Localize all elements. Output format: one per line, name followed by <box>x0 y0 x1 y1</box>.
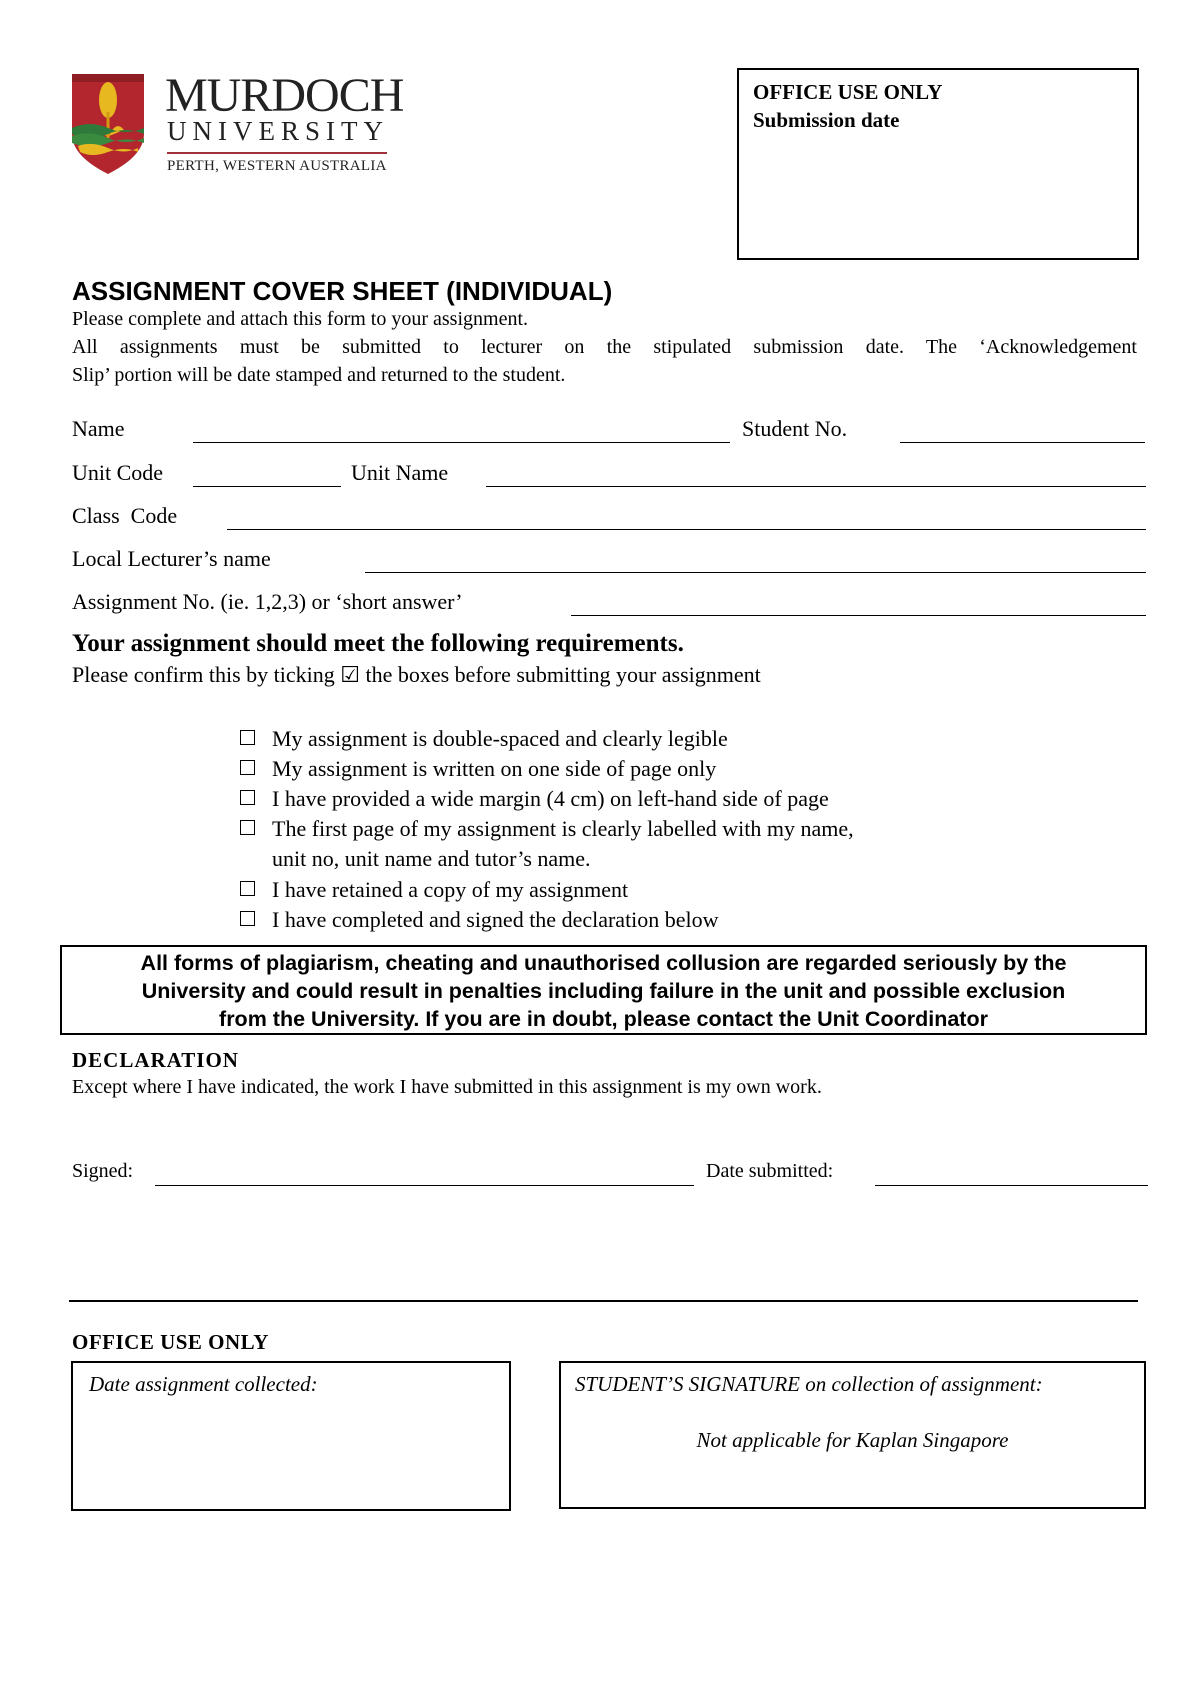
student-signature-box <box>559 1361 1146 1509</box>
lecturer-field[interactable] <box>365 572 1146 573</box>
student-no-label: Student No. <box>742 416 848 441</box>
logo-location: PERTH, WESTERN AUSTRALIA <box>167 158 387 174</box>
requirement-checkbox[interactable] <box>240 730 255 745</box>
office-use-heading: OFFICE USE ONLY <box>72 1330 269 1354</box>
requirement-text: My assignment is double-spaced and clearly legible <box>272 726 728 751</box>
plagiarism-line-2: University and could result in penalties including failure in the unit and possible exclusion <box>141 979 1066 1003</box>
requirements-subtitle: Please confirm this by ticking ☑ the boxes before submitting your assignment <box>72 662 761 687</box>
student-no-field[interactable] <box>900 442 1145 443</box>
unit-code-label: Unit Code <box>72 460 164 485</box>
requirement-item <box>240 905 719 935</box>
requirement-item <box>240 814 854 874</box>
university-logo <box>70 69 404 182</box>
requirement-checkbox[interactable] <box>240 760 255 775</box>
requirement-item <box>240 754 716 784</box>
requirement-item <box>240 724 728 754</box>
date-collected-label: Date assignment collected: <box>89 1372 318 1396</box>
requirement-text: I have provided a wide margin (4 cm) on left-hand side of page <box>272 786 829 811</box>
date-collected-box <box>71 1361 511 1511</box>
logo-rule <box>167 152 387 154</box>
requirement-checkbox[interactable] <box>240 790 255 805</box>
office-use-title: OFFICE USE ONLY <box>753 80 943 104</box>
student-signature-label: STUDENT’S SIGNATURE on collection of assignment: <box>575 1372 1043 1396</box>
logo-subtitle: UNIVERSITY <box>167 116 389 146</box>
name-field[interactable] <box>193 442 730 443</box>
unit-name-field[interactable] <box>486 486 1146 487</box>
name-label: Name <box>72 416 125 441</box>
section-divider <box>69 1300 1138 1302</box>
intro-line-2 <box>72 336 1137 359</box>
date-submitted-label: Date submitted: <box>706 1160 834 1182</box>
requirement-text-continued: unit no, unit name and tutor’s name. <box>272 846 591 871</box>
requirement-text: The first page of my assignment is clearly labelled with my name, <box>272 816 854 841</box>
assignment-no-field[interactable] <box>571 615 1146 616</box>
declaration-text: Except where I have indicated, the work I have submitted in this assignment is my own work. <box>72 1076 822 1098</box>
requirement-checkbox[interactable] <box>240 881 255 896</box>
requirement-checkbox[interactable] <box>240 911 255 926</box>
assignment-no-label: Assignment No. (ie. 1,2,3) or ‘short answer’ <box>72 589 463 614</box>
requirement-text: I have retained a copy of my assignment <box>272 877 629 902</box>
plagiarism-notice <box>60 945 1147 1035</box>
class-code-label <box>72 503 177 529</box>
signed-label: Signed: <box>72 1160 134 1182</box>
plagiarism-line-3: from the University. If you are in doubt, please contact the Unit Coordinator <box>219 1007 988 1031</box>
date-submitted-field[interactable] <box>875 1185 1148 1186</box>
page-title: ASSIGNMENT COVER SHEET (INDIVIDUAL) <box>72 276 613 306</box>
not-applicable-note: Not applicable for Kaplan Singapore <box>696 1428 1009 1452</box>
logo-name: MURDOCH <box>165 69 404 122</box>
requirement-item <box>240 875 628 905</box>
signature-field[interactable] <box>155 1185 694 1186</box>
office-use-submission-box <box>737 68 1139 260</box>
requirement-text: I have completed and signed the declaration below <box>272 907 719 932</box>
intro-line-2-text: All assignments must be submitted to lecturer on the stipulated submission date. The ‘Acknowledgement <box>72 336 1137 358</box>
class-code-text: Class Code <box>72 503 178 528</box>
unit-code-field[interactable] <box>193 486 341 487</box>
university-crest-icon <box>70 72 146 176</box>
requirement-text: My assignment is written on one side of page only <box>272 756 717 781</box>
requirements-heading: Your assignment should meet the following requirements. <box>72 630 684 657</box>
requirement-checkbox[interactable] <box>240 820 255 835</box>
lecturer-label: Local Lecturer’s name <box>72 546 271 571</box>
declaration-heading: DECLARATION <box>72 1048 239 1072</box>
plagiarism-line-1: All forms of plagiarism, cheating and unauthorised collusion are regarded seriously by the <box>140 951 1067 975</box>
intro-line-3: Slip’ portion will be date stamped and returned to the student. <box>72 364 566 386</box>
requirement-item <box>240 784 829 814</box>
submission-date-label: Submission date <box>753 108 900 132</box>
intro-line-1: Please complete and attach this form to your assignment. <box>72 308 528 330</box>
class-code-field[interactable] <box>227 529 1146 530</box>
unit-name-label: Unit Name <box>351 460 449 485</box>
